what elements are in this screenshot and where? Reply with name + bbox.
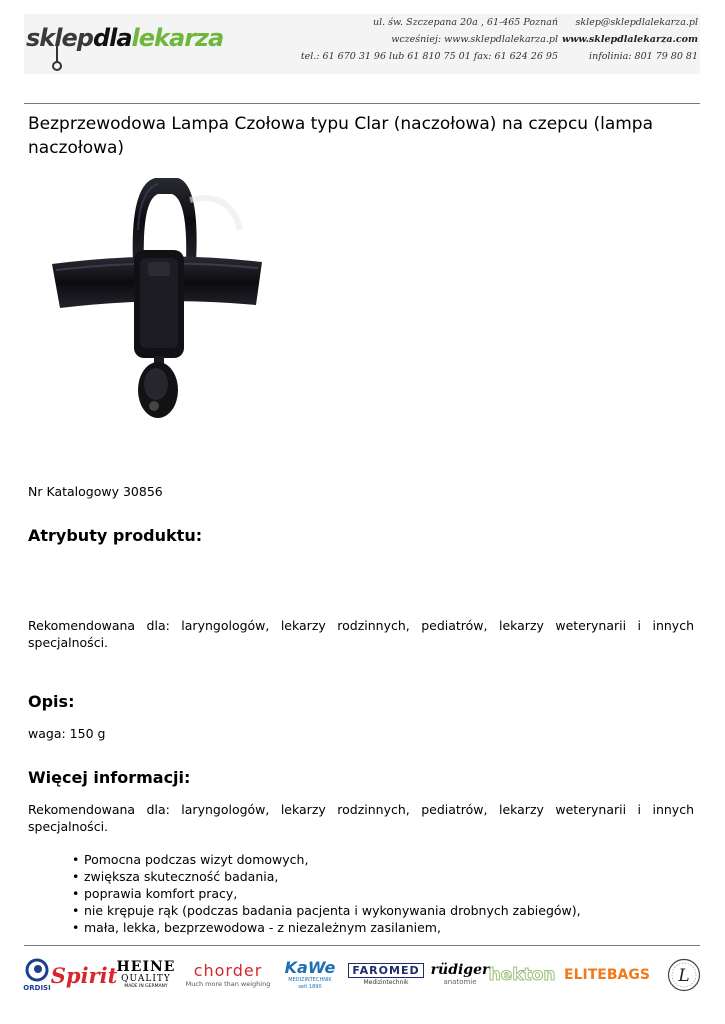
brand-kawe[interactable] <box>282 952 338 998</box>
brand-hekton[interactable] <box>488 952 556 998</box>
brand-faromed[interactable] <box>346 952 426 998</box>
catalog-number: Nr Katalogowy 30856 <box>28 484 163 499</box>
footer-divider <box>24 945 700 946</box>
kawe-label: KaWe <box>284 958 336 977</box>
contact-column-address <box>301 14 558 65</box>
brand-heine[interactable] <box>118 952 174 998</box>
heine-label: HEINE <box>116 959 176 975</box>
list-item: • nie krępuje rąk (podczas badania pacjenta i wykonywania drobnych zabiegów), <box>84 902 581 919</box>
phone-text: tel.: 61 670 31 96 lub 61 810 75 01 fax: 61 624 26 95 <box>300 51 558 62</box>
kawe-sub2: seit 1890 <box>298 984 322 990</box>
product-image <box>30 170 278 440</box>
list-item: • mała, lekka, bezprzewodowa - z niezależnym zasilaniem, <box>84 919 581 936</box>
heine-sub: QUALITY <box>121 974 171 984</box>
more-info-heading: Więcej informacji: <box>28 768 191 787</box>
list-item: • Pomocna podczas wizyt domowych, <box>84 851 581 868</box>
brand-chorder[interactable] <box>182 952 274 998</box>
littmann-seal-icon <box>667 958 701 992</box>
header-divider <box>24 103 700 104</box>
attributes-text: Rekomendowana dla: laryngologów, lekarzy rodzinnych, pediatrów, lekarzy weterynarii i innych specjalności. <box>28 618 694 650</box>
ordisi-label: ORDISI <box>23 984 51 992</box>
chorder-label: chorder <box>193 960 263 980</box>
website-link[interactable]: www.sklepdlalekarza.com <box>562 34 698 45</box>
product-title: Bezprzewodowa Lampa Czołowa typu Clar (naczołowa) na czepcu (lampa naczołowa) <box>28 114 654 158</box>
logo-part-dla: dla <box>92 24 132 52</box>
rudiger-label: rüdiger <box>430 962 490 978</box>
previous-site-text: wcześniej: www.sklepdlalekarza.pl <box>391 34 558 45</box>
list-item: • zwiększa skuteczność badania, <box>84 868 581 885</box>
elitebags-label: ELITEBAGS <box>564 967 650 983</box>
address-text: ul. św. Szczepana 20a , 61-465 Poznań <box>372 17 558 28</box>
page-header <box>24 14 700 74</box>
contact-column-online <box>562 14 698 65</box>
faromed-label: FAROMED <box>348 963 423 978</box>
logo-part-sklep: sklep <box>26 24 93 52</box>
brand-logos-footer <box>22 952 702 998</box>
heine-sub2: MADE IN GERMANY <box>124 984 168 989</box>
kawe-sub: MEDIZINTECHNIK <box>288 977 332 983</box>
rudiger-sub: anatomie <box>443 978 477 986</box>
brand-spirit[interactable] <box>50 952 118 998</box>
attributes-heading: Atrybuty produktu: <box>28 526 203 545</box>
description-heading: Opis: <box>28 692 75 711</box>
ordisi-swirl-icon <box>25 958 49 984</box>
description-text: waga: 150 g <box>28 726 106 741</box>
more-info-text: Rekomendowana dla: laryngologów, lekarzy rodzinnych, pediatrów, lekarzy weterynarii i innych specjalności. <box>28 802 694 834</box>
brand-ordisi[interactable] <box>22 952 52 998</box>
littmann-letter: L <box>678 966 690 986</box>
logo-part-lekarza: lekarza <box>131 24 224 52</box>
email-link[interactable]: sklep@sklepdlalekarza.pl <box>575 17 698 28</box>
list-item: • poprawia komfort pracy, <box>84 885 581 902</box>
hotline-text: infolinia: 801 79 80 81 <box>589 51 698 62</box>
faromed-sub: Medizintechnik <box>363 979 409 986</box>
chorder-sub: Much more than weighing <box>185 979 271 988</box>
brand-littmann[interactable] <box>666 952 702 998</box>
brand-elitebags[interactable] <box>554 952 660 998</box>
brand-rudiger[interactable] <box>432 952 488 998</box>
more-info-list <box>84 851 581 936</box>
stethoscope-icon <box>50 44 64 72</box>
spirit-label: Spirit <box>50 962 118 988</box>
hekton-label: hekton <box>488 965 556 985</box>
